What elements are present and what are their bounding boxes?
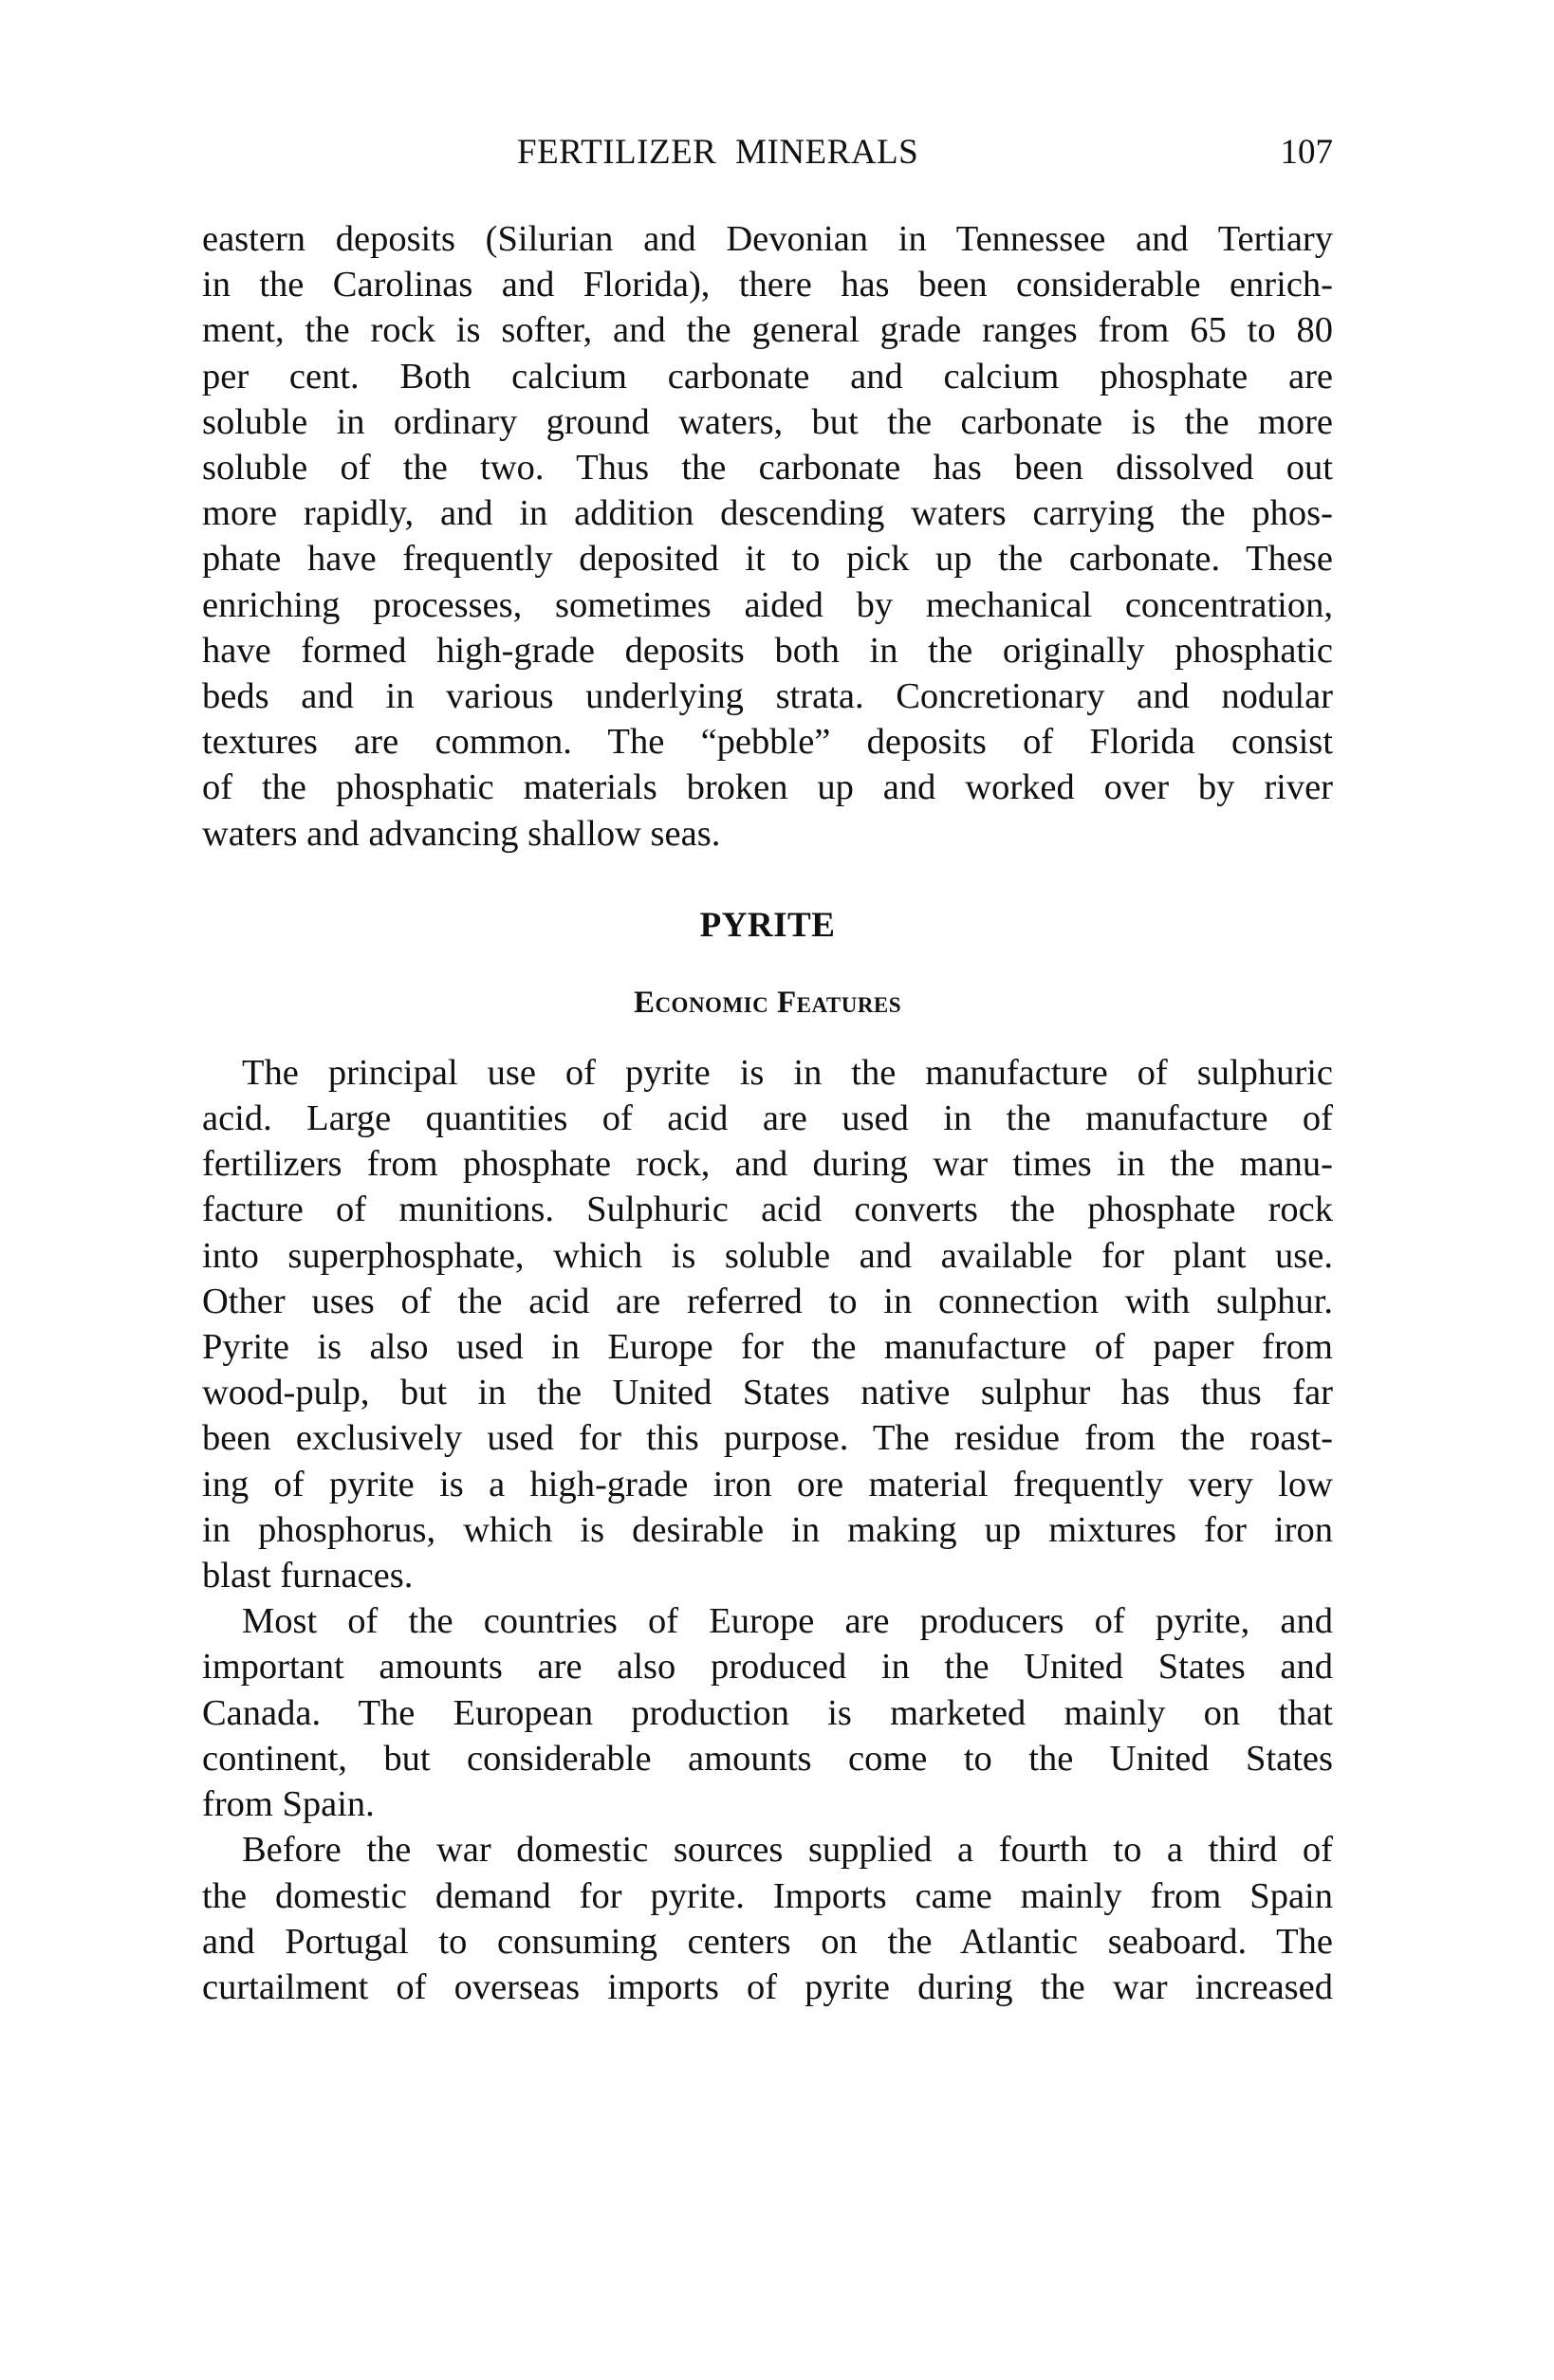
paragraph <box>202 1598 1333 1827</box>
text-line: Other uses of the acid are referred to in connection with sulphur. <box>202 1281 1333 1321</box>
text-line: have formed high-grade deposits both in the originally phosphatic <box>202 630 1333 671</box>
text-line: into superphosphate, which is soluble and available for plant use. <box>202 1235 1333 1276</box>
text-line: of the phosphatic materials broken up and worked over by river <box>202 767 1333 808</box>
text-line: eastern deposits (Silurian and Devonian in Tennessee and Tertiary <box>202 219 1333 259</box>
text-line: from Spain. <box>202 1784 375 1825</box>
text-line: facture of munitions. Sulphuric acid converts the phosphate rock <box>202 1190 1333 1230</box>
text-line: Canada. The European production is marketed mainly on that <box>202 1692 1333 1733</box>
text-line: Most of the countries of Europe are producers of pyrite, and <box>242 1601 1333 1642</box>
continued-paragraph <box>202 216 1333 857</box>
subsection-title: Economic Features <box>633 985 902 1020</box>
text-line: soluble of the two. Thus the carbonate has been dissolved out <box>202 448 1333 489</box>
text-line: beds and in various underlying strata. Concretionary and nodular <box>202 676 1333 717</box>
text-line: and Portugal to consuming centers on the Atlantic seaboard. The <box>202 1921 1333 1962</box>
text-line: phate have frequently deposited it to pick up the carbonate. These <box>202 539 1333 580</box>
paragraph <box>202 1827 1333 2010</box>
text-line: been exclusively used for this purpose. The residue from the roast- <box>202 1418 1333 1459</box>
running-head <box>202 131 1333 175</box>
text-line: ing of pyrite is a high-grade iron ore material frequently very low <box>202 1464 1333 1504</box>
text-line: the domestic demand for pyrite. Imports came mainly from Spain <box>202 1875 1333 1916</box>
text-line: more rapidly, and in addition descending waters carrying the phos- <box>202 493 1333 534</box>
text-line: in phosphorus, which is desirable in making up mixtures for iron <box>202 1509 1333 1550</box>
text-line: wood-pulp, but in the United States native sulphur has thus far <box>202 1373 1333 1413</box>
text-line: textures are common. The “pebble” deposits of Florida consist <box>202 722 1333 763</box>
text-line: Before the war domestic sources supplied a fourth to a third of <box>242 1830 1333 1871</box>
text-line: Pyrite is also used in Europe for the manufacture of paper from <box>202 1327 1333 1368</box>
text-line: blast furnaces. <box>202 1556 414 1596</box>
text-line: soluble in ordinary ground waters, but the carbonate is the more <box>202 401 1333 442</box>
page-body <box>202 216 1333 2010</box>
paragraph <box>202 1050 1333 1598</box>
text-line: enriching processes, sometimes aided by mechanical concentration, <box>202 584 1333 625</box>
text-line: per cent. Both calcium carbonate and calcium phosphate are <box>202 356 1333 397</box>
text-line: important amounts are also produced in the United States and <box>202 1647 1333 1688</box>
text-line: acid. Large quantities of acid are used in the manufacture of <box>202 1098 1333 1139</box>
text-line: waters and advancing shallow seas. <box>202 813 721 854</box>
text-line: continent, but considerable amounts come to the United States <box>202 1738 1333 1779</box>
text-line: fertilizers from phosphate rock, and during war times in the manu- <box>202 1144 1333 1185</box>
section-title: PYRITE <box>699 905 836 945</box>
text-line: in the Carolinas and Florida), there has been considerable enrich- <box>202 265 1333 305</box>
text-line: curtailment of overseas imports of pyrite during the war increased <box>202 1966 1333 2007</box>
running-title: FERTILIZER MINERALS <box>517 133 919 172</box>
text-line: The principal use of pyrite is in the manufacture of sulphuric <box>242 1052 1333 1093</box>
text-line: ment, the rock is softer, and the general grade ranges from 65 to 80 <box>202 310 1333 351</box>
page-number: 107 <box>1280 133 1333 172</box>
